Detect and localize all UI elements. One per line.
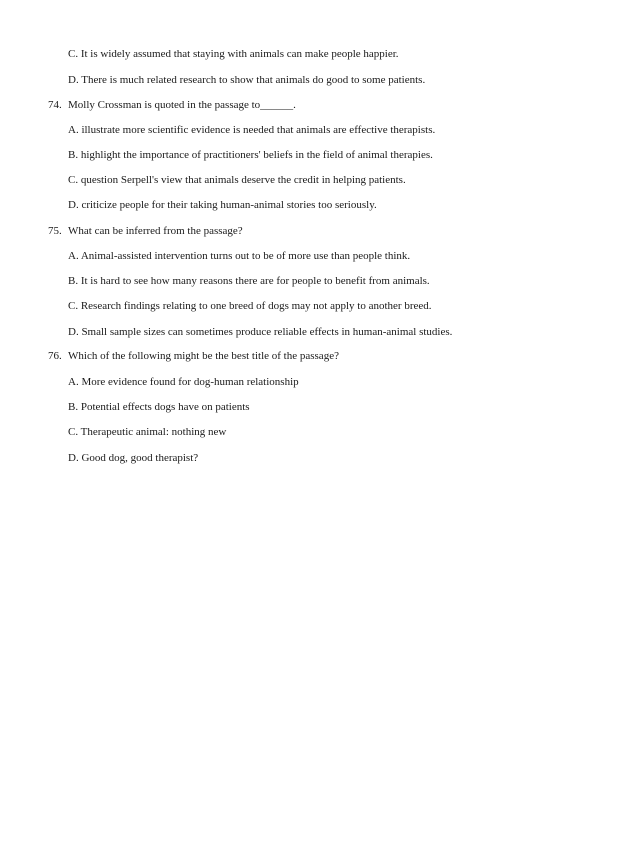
option-75-c: C. Research findings relating to one breed of dogs may not apply to another breed. — [68, 300, 432, 312]
question-75-number: 75. — [48, 225, 62, 237]
option-75-d: D. Small sample sizes can sometimes produce reliable effects in human-animal studies. — [68, 326, 453, 338]
question-75-stem: What can be inferred from the passage? — [68, 225, 243, 237]
option-76-a: A. More evidence found for dog-human relationship — [68, 376, 299, 388]
question-76-stem: Which of the following might be the best title of the passage? — [68, 350, 339, 362]
option-76-d: D. Good dog, good therapist? — [68, 452, 199, 464]
option-76-b: B. Potential effects dogs have on patients — [68, 401, 250, 413]
option-73-c: C. It is widely assumed that staying with animals can make people happier. — [68, 48, 399, 60]
option-74-d: D. criticize people for their taking human-animal stories too seriously. — [68, 199, 377, 211]
question-74-number: 74. — [48, 99, 62, 111]
option-75-a: A. Animal-assisted intervention turns out to be of more use than people think. — [68, 250, 411, 262]
question-74-stem: Molly Crossman is quoted in the passage to______. — [68, 99, 296, 111]
option-73-d: D. There is much related research to show that animals do good to some patients. — [68, 74, 426, 86]
option-74-c: C. question Serpell's view that animals deserve the credit in helping patients. — [68, 174, 406, 186]
option-76-c: C. Therapeutic animal: nothing new — [68, 426, 227, 438]
option-74-a: A. illustrate more scientific evidence is needed that animals are effective therapists. — [68, 124, 436, 136]
option-75-b: B. It is hard to see how many reasons there are for people to benefit from animals. — [68, 275, 430, 287]
question-76-number: 76. — [48, 350, 62, 362]
option-74-b: B. highlight the importance of practitioners' beliefs in the field of animal therapies. — [68, 149, 433, 161]
